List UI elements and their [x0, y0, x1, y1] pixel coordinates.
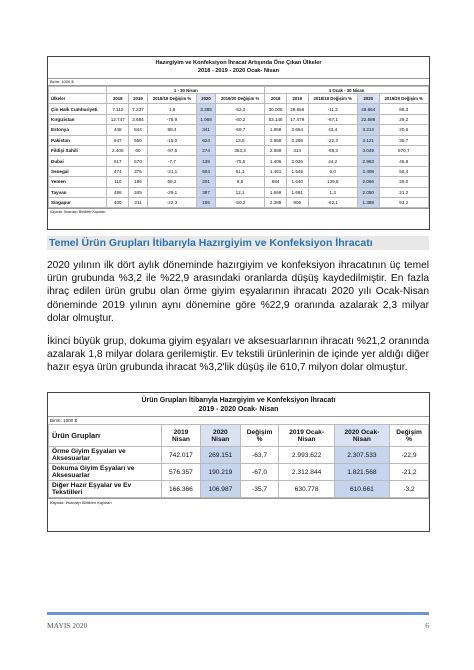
- table-cell: 28.656: [286, 104, 308, 114]
- table-cell: 387: [197, 187, 216, 197]
- table-cell: 1.691: [286, 187, 308, 197]
- table-cell: 44,2: [308, 156, 357, 166]
- product-group-name: Diğer Hazır Eşyalar ve Ev Tekstilleri: [49, 481, 162, 498]
- table-cell: 1.461: [265, 166, 287, 176]
- table-cell: 2.307.533: [334, 447, 389, 464]
- table1-col-header: 2019/20 Değişim %: [379, 94, 428, 104]
- country-name: Pakistan: [49, 135, 107, 145]
- table-cell: -60,2: [215, 114, 264, 124]
- country-name: Fildişi Sahili: [49, 145, 107, 155]
- table-row: [49, 447, 429, 464]
- table-cell: 30.006: [265, 104, 287, 114]
- table-cell: 1.821.568: [334, 464, 389, 481]
- table-cell: -21,1: [147, 166, 196, 176]
- table-cell: 8,5: [215, 177, 264, 187]
- table-cell: 906: [286, 197, 308, 207]
- table-cell: 311: [129, 197, 148, 207]
- table-row: [49, 187, 429, 197]
- table-cell: 2.388: [265, 197, 287, 207]
- table-cell: 400: [107, 197, 129, 207]
- table-cell: 26,0: [379, 177, 428, 187]
- table-cell: -22,3: [147, 197, 196, 207]
- paragraph-2: İkinci büyük grup, dokuma giyim eşyaları ve aksesuarlarının ihracatı %21,2 oranında azalarak 1,8 milyar dolara gerilemiştir. Ev tekstili ürünlerinin de içinde yer aldığı diğer hazır eşya ürün grubunda ihracat %3,2'lik düşüş ile 610,7 milyon dolar olmuştur.: [47, 336, 429, 374]
- table-cell: -75,5: [215, 156, 264, 166]
- table-cell: 870,7: [379, 145, 428, 155]
- table-cell: 1.669: [265, 187, 287, 197]
- table2-col-header: 2020 Ocak-Nisan: [334, 425, 389, 447]
- table-cell: -62,1: [308, 197, 357, 207]
- table-cell: 2.664: [286, 125, 308, 135]
- table2-col-header: 2019 Ocak-Nisan: [279, 425, 334, 447]
- table-cell: 2.406: [107, 145, 129, 155]
- table2-col-header: 2020 Nisan: [201, 425, 240, 447]
- table-cell: 2.958: [265, 135, 287, 145]
- table1-col-header: 2019: [286, 94, 308, 104]
- table-cell: 1,8: [147, 104, 196, 114]
- table-cell: 190.219: [201, 464, 240, 481]
- product-group-name: Örme Giyim Eşyaları ve Aksesuarlar: [49, 447, 162, 464]
- table2-title-line1: Ürün Grupları İtibarıyla Hazırgiyim ve Konfeksiyon İhracatı: [141, 397, 336, 404]
- table-cell: 486: [107, 187, 129, 197]
- table-cell: 448: [107, 125, 129, 135]
- table1-source: Kaynak: İhracatçı Birlikleri Kayıtları: [48, 208, 429, 215]
- table-cell: 45,8: [379, 156, 428, 166]
- table-cell: 617: [107, 156, 129, 166]
- table-cell: 1.858: [265, 125, 287, 135]
- table-cell: -35,7: [240, 481, 279, 498]
- table1-col-header: 2019/20 Değişim %: [215, 94, 264, 104]
- table1-col-country: Ülkeler: [49, 94, 107, 104]
- table-cell: 345: [129, 187, 148, 197]
- table-cell: -50,2: [215, 197, 264, 207]
- table2-unit: Birim: 1000 $: [48, 416, 429, 424]
- table2-source: Kaynak: İhracatçı Birlikleri Kayıtları: [48, 498, 429, 506]
- page-number: 6: [425, 621, 429, 630]
- table-row: [49, 114, 429, 124]
- table2-col-group: Ürün Grupları: [49, 425, 162, 447]
- table-cell: 60: [129, 145, 148, 155]
- country-name: Estonya: [49, 125, 107, 135]
- table-cell: 3.385: [197, 104, 216, 114]
- table-cell: 139,8: [308, 177, 357, 187]
- table-cell: 1.388: [357, 197, 379, 207]
- table-cell: -67,1: [308, 114, 357, 124]
- table-cell: 550: [129, 135, 148, 145]
- table-cell: 2.066: [357, 177, 379, 187]
- table-cell: -3,2: [390, 481, 429, 498]
- table-cell: 55,4: [379, 166, 428, 176]
- footer-rule: [47, 612, 429, 615]
- table-cell: 20,6: [379, 125, 428, 135]
- table-cell: 21,2: [379, 187, 428, 197]
- table-cell: -53,2: [215, 104, 264, 114]
- table-cell: 630.778: [279, 481, 334, 498]
- table-cell: 274: [197, 145, 216, 155]
- table1-unit: Birim: 1000 $: [48, 78, 429, 86]
- table-cell: 269.151: [201, 447, 240, 464]
- table-cell: 844: [129, 125, 148, 135]
- table-cell: 2.953: [357, 156, 379, 166]
- table-cell: 375: [129, 166, 148, 176]
- table-cell: 12.747: [107, 114, 129, 124]
- section-heading: Temel Ürün Grupları İtibarıyla Hazırgiyim ve Konfeksiyon İhracatı: [47, 236, 429, 250]
- table2-title-line2: 2019 - 2020 Ocak- Nisan: [198, 406, 279, 413]
- table-cell: 201: [197, 177, 216, 187]
- country-export-table: [47, 56, 430, 230]
- table-cell: 12,1: [215, 187, 264, 197]
- table-cell: 2.689: [265, 145, 287, 155]
- table-cell: 1.549: [286, 166, 308, 176]
- table-cell: -67,0: [240, 464, 279, 481]
- table1-title-line2: 2018 - 2019 - 2020 Ocak- Nisan: [197, 68, 280, 74]
- table-cell: -97,5: [147, 145, 196, 155]
- table2-col-header: Değişim %: [390, 425, 429, 447]
- table-cell: 139: [197, 156, 216, 166]
- table-cell: 7.112: [107, 104, 129, 114]
- table1-col-header: 2018/19 Değişim %: [308, 94, 357, 104]
- table-cell: 2.408: [357, 166, 379, 176]
- table-cell: 86,3: [379, 104, 428, 114]
- table-cell: 2.993.622: [279, 447, 334, 464]
- table-cell: 29,2: [379, 114, 428, 124]
- table-cell: 53.146: [265, 114, 287, 124]
- table2-grid: [48, 424, 429, 498]
- table1-col-header: 2020: [357, 94, 379, 104]
- country-name: Senegal: [49, 166, 107, 176]
- table-cell: 314: [286, 145, 308, 155]
- table2-col-header: Değişim %: [240, 425, 279, 447]
- table-cell: 110: [107, 177, 129, 187]
- table1-title-line1: Hazırgiyim ve Konfeksiyon İhracat Artışında Öne Çıkan Ülkeler: [155, 60, 322, 66]
- table-cell: 7.237: [129, 104, 148, 114]
- table-cell: 88,4: [147, 125, 196, 135]
- table-cell: -63,7: [240, 447, 279, 464]
- table1-grid: [48, 86, 429, 208]
- table-cell: -22,9: [390, 447, 429, 464]
- table-row: [49, 464, 429, 481]
- table1-period1: 1 - 30 Nisan: [107, 87, 265, 94]
- table-cell: 474: [107, 166, 129, 176]
- table1-col-header: 2018: [265, 94, 287, 104]
- table-cell: -22,3: [308, 135, 357, 145]
- table-cell: 35,7: [379, 135, 428, 145]
- table-cell: 155: [197, 197, 216, 207]
- table-cell: 570: [129, 156, 148, 166]
- table-cell: 1.406: [265, 156, 287, 166]
- table1-period2: 1 Ocak - 30 Nisan: [265, 87, 429, 94]
- country-name: Yemen: [49, 177, 107, 187]
- table1-col-header: 2018/19 Değişim %: [147, 94, 196, 104]
- table-cell: 22.588: [357, 114, 379, 124]
- table-row: [49, 481, 429, 498]
- table-cell: -78,9: [147, 114, 196, 124]
- table-row: [49, 135, 429, 145]
- table1-title: [48, 57, 429, 75]
- table-cell: 3.121: [357, 135, 379, 145]
- table1-col-header: 2020: [197, 94, 216, 104]
- table-cell: 2.312.844: [279, 464, 334, 481]
- paragraph-1: 2020 yılının ilk dört aylık döneminde hazırgiyim ve konfeksiyon ihracatının üç temel ürün grubunda %3,2 ile %22,9 arasındaki oranlarda düşüş kaydedilmiştir. En fazla ihraç edilen ürün grubu olan örme giyim eşyalarının ihracatı 2020 yılı Ocak-Nisan döneminde 2019 yılının aynı dönemine göre %22,9 oranında azalarak 2,3 milyar dolar olmuştur.: [47, 260, 429, 324]
- table-cell: 647: [107, 135, 129, 145]
- table-cell: 13,5: [215, 135, 264, 145]
- table-row: [49, 156, 429, 166]
- table-cell: 604: [197, 166, 216, 176]
- table-cell: 1.640: [286, 177, 308, 187]
- table-cell: 684: [265, 177, 287, 187]
- table2-col-header: 2019 Nisan: [161, 425, 200, 447]
- table-cell: 2.026: [286, 156, 308, 166]
- table-cell: 576.357: [161, 464, 200, 481]
- table-cell: 61,1: [215, 166, 264, 176]
- table-cell: 353,3: [215, 145, 264, 155]
- product-group-export-table: [47, 392, 430, 532]
- product-group-name: Dokuma Giyim Eşyaları ve Aksesuarlar: [49, 464, 162, 481]
- table-cell: 624: [197, 135, 216, 145]
- table2-title: [48, 393, 429, 414]
- table-cell: 341: [197, 125, 216, 135]
- table-cell: -21,2: [390, 464, 429, 481]
- table1-col-header: 2018: [107, 94, 129, 104]
- table-cell: -11,2: [308, 104, 357, 114]
- country-name: Dubai: [49, 156, 107, 166]
- country-name: Singapur: [49, 197, 107, 207]
- table-cell: 3.214: [357, 125, 379, 135]
- table-cell: 2.684: [129, 114, 148, 124]
- table-cell: -7,7: [147, 156, 196, 166]
- table-cell: 2.050: [357, 187, 379, 197]
- table-cell: 43,4: [308, 125, 357, 135]
- table-cell: 1.068: [197, 114, 216, 124]
- table1-col-header: 2019: [129, 94, 148, 104]
- table-row: [49, 177, 429, 187]
- table-cell: -88,3: [308, 145, 357, 155]
- country-name: Tayvan: [49, 187, 107, 197]
- table-row: [49, 197, 429, 207]
- table-cell: 53,2: [379, 197, 428, 207]
- table-cell: 49.664: [357, 104, 379, 114]
- table-cell: 106.987: [201, 481, 240, 498]
- table-row: [49, 125, 429, 135]
- table-cell: 166.366: [161, 481, 200, 498]
- table-cell: 610.661: [334, 481, 389, 498]
- table-row: [49, 104, 429, 114]
- table-cell: 17.479: [286, 114, 308, 124]
- country-name: Kırgızistan: [49, 114, 107, 124]
- table-cell: -59,7: [215, 125, 264, 135]
- table-cell: 186: [129, 177, 148, 187]
- table-cell: -15,0: [147, 135, 196, 145]
- table-cell: 6,0: [308, 166, 357, 176]
- table-row: [49, 166, 429, 176]
- table-row: [49, 145, 429, 155]
- table-cell: 1,3: [308, 187, 357, 197]
- table-cell: -29,1: [147, 187, 196, 197]
- table-cell: 2.299: [286, 135, 308, 145]
- footer-month: MAYIS 2020: [47, 621, 88, 630]
- table-cell: 3.049: [357, 145, 379, 155]
- country-name: Çin Halk Cumhuriyeti: [49, 104, 107, 114]
- table-cell: 68,2: [147, 177, 196, 187]
- table-cell: 742.017: [161, 447, 200, 464]
